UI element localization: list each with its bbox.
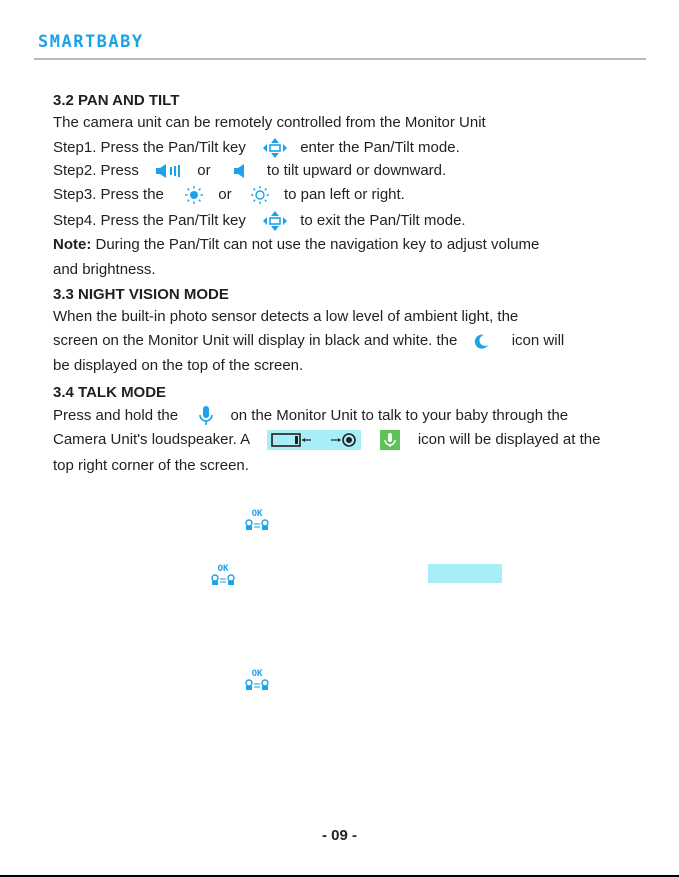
night-vision-line-1: When the built-in photo sensor detects a low level of ambient light, the xyxy=(53,308,519,325)
page-number: - 09 - xyxy=(321,827,357,844)
talk-mode-line-2-b: icon will be displayed at the xyxy=(417,431,601,448)
talk-mode-line-1-a: Press and hold the xyxy=(53,406,179,424)
step-3-or: or xyxy=(218,186,232,203)
pan-tilt-intro: The camera unit can be remotely controlled from the Monitor Unit xyxy=(53,114,486,131)
step-2-text-a: Step2. Press xyxy=(53,162,139,179)
pairing-icon-label: OK xyxy=(251,669,263,679)
microphone-icon xyxy=(198,405,214,427)
note xyxy=(53,235,539,255)
pairing-icon xyxy=(244,667,270,698)
pairing-icon xyxy=(210,562,236,593)
talk-mode-line-1 xyxy=(53,405,568,427)
step-2 xyxy=(53,161,446,181)
note-label: Note: xyxy=(53,236,92,253)
note-text: During the Pan/Tilt can not use the navigation key to adjust volume xyxy=(95,236,540,253)
step-2-text-b: to tilt upward or downward. xyxy=(266,162,447,179)
step-4-text-b: to exit the Pan/Tilt mode. xyxy=(300,211,466,229)
brightness-down-icon xyxy=(250,185,270,205)
step-4-text-a: Step4. Press the Pan/Tilt key xyxy=(53,211,246,229)
volume-up-icon xyxy=(155,163,183,179)
talk-mode-line-2 xyxy=(53,430,600,450)
header-divider xyxy=(34,58,646,60)
night-vision-icon xyxy=(474,333,490,349)
highlight-block xyxy=(428,564,502,583)
pan-tilt-key-icon xyxy=(262,210,288,232)
pan-tilt-key-icon xyxy=(262,137,288,159)
step-2-or: or xyxy=(197,162,211,179)
talk-mode-line-1-b: on the Monitor Unit to talk to your baby through the xyxy=(230,406,569,424)
talk-status-bar-icon xyxy=(267,430,361,450)
pairing-icon-label: OK xyxy=(251,509,263,519)
section-heading-talk-mode: 3.4 TALK MODE xyxy=(53,384,167,401)
talk-mic-badge-icon xyxy=(380,430,400,450)
pairing-icon-label: OK xyxy=(217,564,229,574)
step-1 xyxy=(53,137,460,159)
pairing-icon xyxy=(244,507,270,538)
brand-logo: SMARTBABY xyxy=(38,32,144,52)
section-heading-pan-tilt: 3.2 PAN AND TILT xyxy=(53,92,180,109)
step-3-text-a: Step3. Press the xyxy=(53,186,164,203)
talk-mode-line-2-a: Camera Unit's loudspeaker. A xyxy=(53,431,250,448)
night-vision-line-2 xyxy=(53,331,564,351)
talk-mode-line-3: top right corner of the screen. xyxy=(53,457,249,474)
night-vision-line-3: be displayed on the top of the screen. xyxy=(53,357,304,374)
step-3 xyxy=(53,185,405,205)
night-vision-line-2-b: icon will xyxy=(511,332,565,349)
step-3-text-b: to pan left or right. xyxy=(283,186,405,203)
brightness-up-icon xyxy=(184,185,204,205)
night-vision-line-2-a: screen on the Monitor Unit will display in black and white. the xyxy=(53,332,458,349)
volume-down-icon xyxy=(233,163,245,179)
step-1-text-a: Step1. Press the Pan/Tilt key xyxy=(53,138,246,156)
note-text-continued: and brightness. xyxy=(53,261,156,278)
step-1-text-b: enter the Pan/Tilt mode. xyxy=(300,138,460,156)
section-heading-night-vision: 3.3 NIGHT VISION MODE xyxy=(53,286,229,303)
step-4 xyxy=(53,210,466,232)
